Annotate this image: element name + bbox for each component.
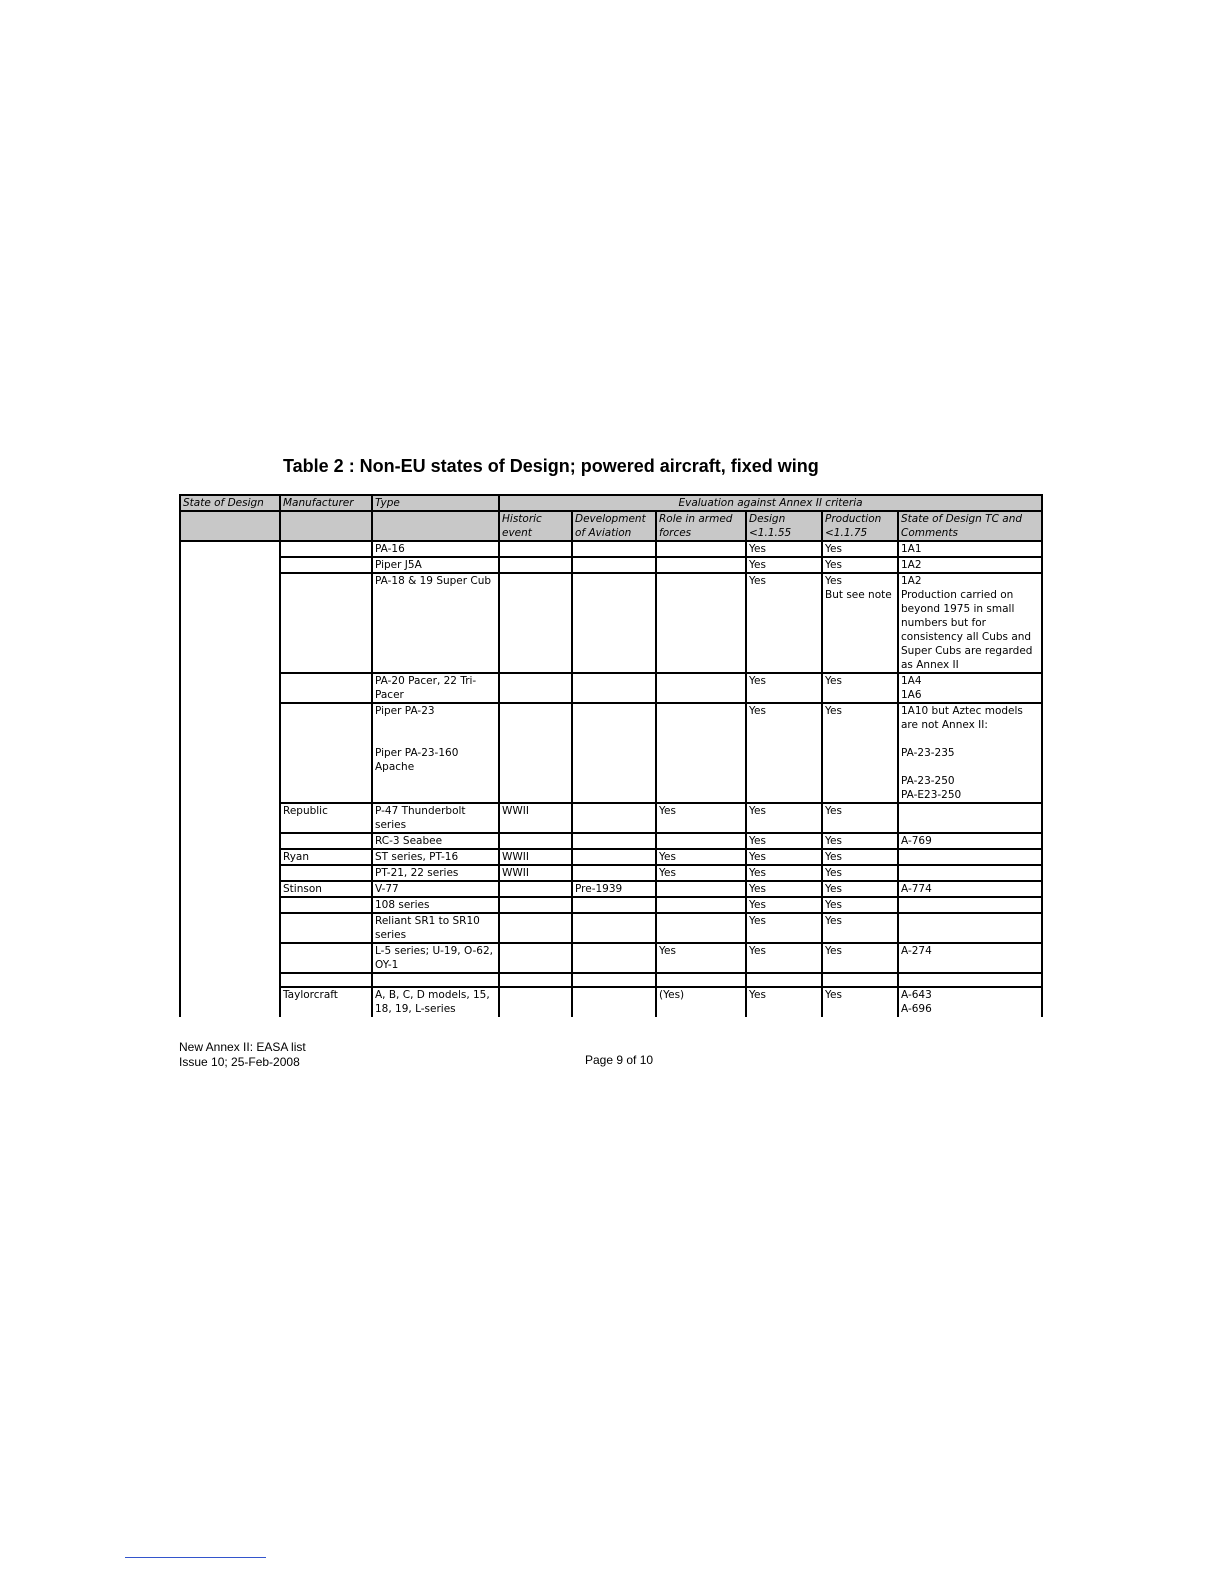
cell-armed-forces: Yes [656,849,746,865]
footer-page-number: Page 9 of 10 [585,1053,654,1067]
header-row-2 [180,511,1042,541]
cell-design: Yes [746,865,822,881]
cell-type: 108 series [372,897,499,913]
cell-armed-forces [656,833,746,849]
table-row [180,541,1042,557]
header-manufacturer: Manufacturer [280,495,372,511]
cell-historic-event [499,943,572,973]
cell-production: Yes [822,881,898,897]
cell-tc-comments: A-769 [898,833,1042,849]
cell-armed-forces [656,573,746,673]
cell-manufacturer: Republic [280,803,372,833]
table-row [180,557,1042,573]
cell-tc-comments: A-274 [898,943,1042,973]
cell-development [572,673,656,703]
cell-historic-event [499,881,572,897]
cell-development [572,973,656,987]
cell-type: PA-16 [372,541,499,557]
cell-historic-event: WWII [499,849,572,865]
cell-tc-comments: 1A4 1A6 [898,673,1042,703]
footer-doc-title: New Annex II: EASA list [179,1040,306,1054]
table-row [180,833,1042,849]
cell-production: Yes [822,849,898,865]
cell-armed-forces [656,973,746,987]
table-row [180,673,1042,703]
cell-historic-event [499,987,572,1017]
table-row [180,573,1042,673]
table-row [180,849,1042,865]
cell-design: Yes [746,573,822,673]
cell-type: A, B, C, D models, 15, 18, 19, L-series [372,987,499,1017]
cell-armed-forces [656,913,746,943]
cell-type: PT-21, 22 series [372,865,499,881]
cell-design: Yes [746,803,822,833]
cell-development [572,541,656,557]
header-evaluation: Evaluation against Annex II criteria [499,495,1042,511]
cell-type: PA-18 & 19 Super Cub [372,573,499,673]
cell-manufacturer: Taylorcraft [280,987,372,1017]
cell-type: Piper J5A [372,557,499,573]
cell-development [572,913,656,943]
cell-manufacturer [280,541,372,557]
cell-armed-forces: Yes [656,943,746,973]
cell-production: Yes But see note [822,573,898,673]
cell-historic-event [499,703,572,803]
cell-historic-event [499,557,572,573]
table-row [180,943,1042,973]
cell-design: Yes [746,881,822,897]
header-state-of-design: State of Design [180,495,280,511]
cell-historic-event [499,897,572,913]
cell-design: Yes [746,987,822,1017]
cell-production: Yes [822,673,898,703]
table-title: Table 2 : Non-EU states of Design; powered aircraft, fixed wing [283,456,819,476]
cell-type: L-5 series; U-19, O-62, OY-1 [372,943,499,973]
cell-tc-comments [898,849,1042,865]
cell-development [572,897,656,913]
cell-development: Pre-1939 [572,881,656,897]
table-row [180,973,1042,987]
aircraft-table [179,494,1043,1017]
table-row [180,881,1042,897]
header-development: Development of Aviation [572,511,656,541]
header-type: Type [372,495,499,511]
cell-design: Yes [746,913,822,943]
cell-manufacturer [280,573,372,673]
cell-type: RC-3 Seabee [372,833,499,849]
cell-type: Piper PA-23 Piper PA-23-160 Apache [372,703,499,803]
cell-manufacturer: Stinson [280,881,372,897]
cell-state-of-design [180,541,280,1017]
cell-manufacturer [280,897,372,913]
cell-armed-forces: (Yes) [656,987,746,1017]
cell-armed-forces: Yes [656,865,746,881]
cell-type: ST series, PT-16 [372,849,499,865]
cell-armed-forces [656,703,746,803]
cell-development [572,943,656,973]
cell-armed-forces [656,557,746,573]
cell-historic-event: WWII [499,803,572,833]
cell-armed-forces [656,897,746,913]
table-row [180,987,1042,1017]
header-blank [372,511,499,541]
cell-armed-forces [656,673,746,703]
cell-tc-comments [898,897,1042,913]
cell-design: Yes [746,673,822,703]
cell-historic-event [499,573,572,673]
cell-production [822,973,898,987]
cell-armed-forces [656,881,746,897]
cell-development [572,987,656,1017]
cell-production: Yes [822,987,898,1017]
cell-tc-comments: A-643 A-696 [898,987,1042,1017]
cell-design: Yes [746,833,822,849]
header-production-date: Production <1.1.75 [822,511,898,541]
cell-manufacturer [280,557,372,573]
cell-production: Yes [822,943,898,973]
cell-development [572,849,656,865]
cell-development [572,557,656,573]
cell-manufacturer [280,673,372,703]
cell-tc-comments: A-774 [898,881,1042,897]
cell-tc-comments [898,803,1042,833]
cell-type: P-47 Thunderbolt series [372,803,499,833]
cell-design [746,973,822,987]
cell-armed-forces: Yes [656,803,746,833]
cell-tc-comments: 1A2 Production carried on beyond 1975 in small numbers but for consistency all Cubs and Super Cubs are regarded as Annex II [898,573,1042,673]
cell-development [572,573,656,673]
cell-manufacturer: Ryan [280,849,372,865]
cell-tc-comments [898,865,1042,881]
footer-issue: Issue 10; 25-Feb-2008 [179,1055,300,1069]
cell-type: V-77 [372,881,499,897]
cell-tc-comments: 1A1 [898,541,1042,557]
cell-historic-event [499,913,572,943]
cell-development [572,865,656,881]
cell-production: Yes [822,703,898,803]
cell-type: Reliant SR1 to SR10 series [372,913,499,943]
cell-armed-forces [656,541,746,557]
table-row [180,703,1042,803]
cell-production: Yes [822,897,898,913]
table-row [180,913,1042,943]
header-design-date: Design <1.1.55 [746,511,822,541]
header-armed-forces: Role in armed forces [656,511,746,541]
cell-production: Yes [822,803,898,833]
footnote-separator [125,1557,266,1558]
cell-design: Yes [746,541,822,557]
cell-production: Yes [822,541,898,557]
cell-type: PA-20 Pacer, 22 Tri-Pacer [372,673,499,703]
cell-design: Yes [746,557,822,573]
cell-type [372,973,499,987]
cell-historic-event [499,973,572,987]
header-tc-comments: State of Design TC and Comments [898,511,1042,541]
cell-production: Yes [822,913,898,943]
cell-tc-comments: 1A10 but Aztec models are not Annex II: PA-23-235 PA-23-250 PA-E23-250 [898,703,1042,803]
cell-manufacturer [280,865,372,881]
cell-historic-event: WWII [499,865,572,881]
header-row-1 [180,495,1042,511]
cell-production: Yes [822,865,898,881]
cell-historic-event [499,673,572,703]
cell-tc-comments: 1A2 [898,557,1042,573]
cell-manufacturer [280,943,372,973]
cell-design: Yes [746,849,822,865]
table-row [180,803,1042,833]
cell-production: Yes [822,557,898,573]
cell-production: Yes [822,833,898,849]
cell-historic-event [499,833,572,849]
header-historic-event: Historic event [499,511,572,541]
table-row [180,865,1042,881]
cell-manufacturer [280,703,372,803]
header-blank [280,511,372,541]
cell-design: Yes [746,703,822,803]
cell-development [572,803,656,833]
header-blank [180,511,280,541]
cell-design: Yes [746,897,822,913]
cell-tc-comments [898,973,1042,987]
cell-tc-comments [898,913,1042,943]
cell-historic-event [499,541,572,557]
cell-manufacturer [280,913,372,943]
table-row [180,897,1042,913]
cell-manufacturer [280,833,372,849]
cell-manufacturer [280,973,372,987]
cell-development [572,833,656,849]
cell-development [572,703,656,803]
cell-design: Yes [746,943,822,973]
